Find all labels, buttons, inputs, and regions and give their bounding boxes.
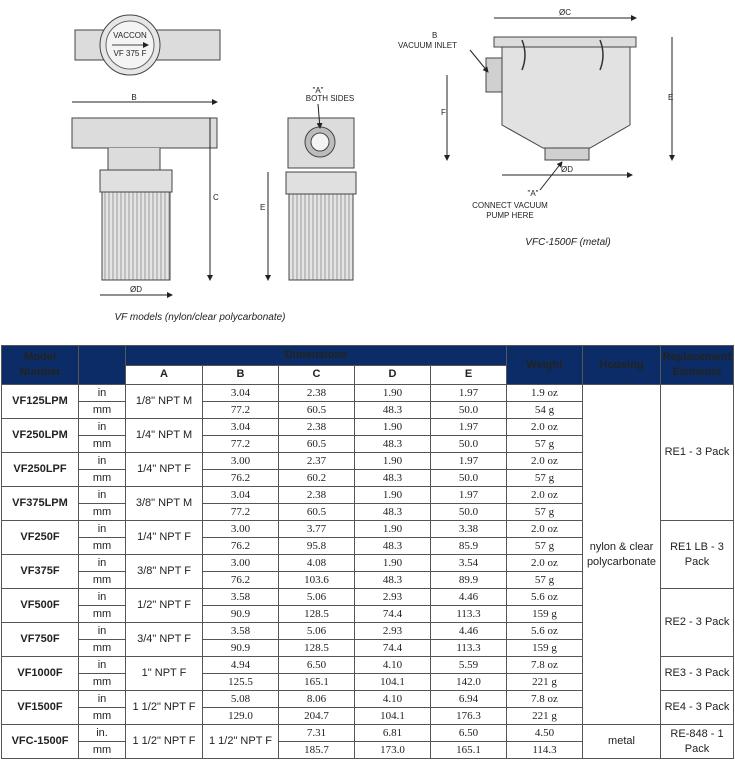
dim-a: 1/8" NPT M (126, 385, 203, 419)
unit-in: in (79, 555, 126, 572)
vfc-value-mm: 185.7 (279, 742, 355, 759)
weight-mm: 57 g (507, 572, 583, 589)
lid-model: VF 375 F (113, 49, 147, 58)
connect-pump-2: PUMP HERE (486, 211, 534, 220)
model-number: VF750F (2, 623, 79, 657)
dim-e-mm: 113.3 (431, 640, 507, 657)
weight-in: 2.0 oz (507, 521, 583, 538)
dim-e-mm: 50.0 (431, 504, 507, 521)
model-number: VFC-1500F (2, 725, 79, 759)
dim-b-mm: 77.2 (203, 436, 279, 453)
dim-d-in: 1.90 (355, 453, 431, 470)
dim-d-in: 4.10 (355, 691, 431, 708)
weight-in: 7.8 oz (507, 691, 583, 708)
dim-d-in: 1.90 (355, 555, 431, 572)
unit-mm: mm (79, 538, 126, 555)
header-housing: Housing (583, 346, 661, 385)
dim-c-in: 2.38 (279, 385, 355, 402)
dim-c-in: 2.38 (279, 487, 355, 504)
vfc-dim-d: ØD (561, 165, 573, 174)
vfc-value-mm: 173.0 (355, 742, 431, 759)
dim-c-in: 2.37 (279, 453, 355, 470)
dim-e-in: 1.97 (431, 385, 507, 402)
dim-c-in: 5.06 (279, 589, 355, 606)
model-number: VF500F (2, 589, 79, 623)
dim-c-mm: 128.5 (279, 640, 355, 657)
header-a: A (126, 365, 203, 385)
dim-b-mm: 76.2 (203, 470, 279, 487)
header-e: E (431, 365, 507, 385)
dim-b-mm: 129.0 (203, 708, 279, 725)
dim-c-mm: 60.5 (279, 504, 355, 521)
unit-in: in (79, 521, 126, 538)
dim-e-mm: 50.0 (431, 402, 507, 419)
weight-mm: 57 g (507, 470, 583, 487)
lid-brand: VACCON (113, 31, 147, 40)
dim-a: 3/8" NPT M (126, 487, 203, 521)
weight-mm: 57 g (507, 504, 583, 521)
dim-c-mm: 60.5 (279, 436, 355, 453)
dim-e-in: 5.59 (431, 657, 507, 674)
header-b: B (203, 365, 279, 385)
dim-d-in: 1.90 (355, 521, 431, 538)
dim-b-in: 3.04 (203, 487, 279, 504)
weight-mm: 159 g (507, 606, 583, 623)
dim-b-mm: 125.5 (203, 674, 279, 691)
dim-d-in: 4.10 (355, 657, 431, 674)
dim-e-in: 3.54 (431, 555, 507, 572)
dim-d-mm: 48.3 (355, 436, 431, 453)
dim-b-in: 3.04 (203, 419, 279, 436)
model-number: VF375F (2, 555, 79, 589)
dim-a: 1" NPT F (126, 657, 203, 691)
weight-in: 1.9 oz (507, 385, 583, 402)
dim-c-mm: 204.7 (279, 708, 355, 725)
model-number: VF250F (2, 521, 79, 555)
dim-d-mm: 104.1 (355, 674, 431, 691)
housing-nylon: nylon & clear polycarbonate (583, 385, 661, 725)
dim-e-label: E (260, 203, 266, 212)
unit-mm: mm (79, 708, 126, 725)
header-d: D (355, 365, 431, 385)
vfc-dim-c: ØC (559, 8, 571, 17)
weight-mm: 159 g (507, 640, 583, 657)
dim-a: 1/4" NPT M (126, 419, 203, 453)
dim-c-in: 8.06 (279, 691, 355, 708)
weight-mm: 54 g (507, 402, 583, 419)
vfc-value-in: 6.50 (431, 725, 507, 742)
weight-mm: 57 g (507, 538, 583, 555)
vfc-value-mm: 165.1 (431, 742, 507, 759)
vfc-caption: VFC-1500F (metal) (525, 237, 611, 248)
vf-top-view (75, 15, 220, 75)
dim-e-mm: 142.0 (431, 674, 507, 691)
dim-c-mm: 165.1 (279, 674, 355, 691)
dim-e-in: 6.94 (431, 691, 507, 708)
weight-in: 2.0 oz (507, 555, 583, 572)
both-sides-label: BOTH SIDES (305, 94, 355, 103)
connect-pump-1: CONNECT VACUUM (472, 201, 548, 210)
weight-in: 2.0 oz (507, 487, 583, 504)
weight-mm: 221 g (507, 674, 583, 691)
header-c: C (279, 365, 355, 385)
unit-mm: mm (79, 436, 126, 453)
dim-a: 3/8" NPT F (126, 555, 203, 589)
dim-b-mm: 76.2 (203, 572, 279, 589)
weight-in: 5.6 oz (507, 623, 583, 640)
model-number: VF375LPM (2, 487, 79, 521)
unit-mm: mm (79, 674, 126, 691)
vf-front-view (72, 93, 286, 323)
unit-in: in (79, 623, 126, 640)
dim-d-in: 1.90 (355, 385, 431, 402)
vfc-value-in: 6.81 (355, 725, 431, 742)
dim-b-in: 3.00 (203, 453, 279, 470)
dim-c-in: 2.38 (279, 419, 355, 436)
vfc-dim-e: E (668, 93, 674, 102)
dim-a-label: "A" (312, 86, 324, 95)
replacement-element: RE2 - 3 Pack (661, 589, 734, 657)
unit-in: in (79, 385, 126, 402)
dim-b-in: 4.94 (203, 657, 279, 674)
dim-d-mm: 104.1 (355, 708, 431, 725)
dim-b-in: 3.58 (203, 589, 279, 606)
unit-mm: mm (79, 606, 126, 623)
dim-e-mm: 176.3 (431, 708, 507, 725)
dim-c-mm: 128.5 (279, 606, 355, 623)
vfc-view (398, 8, 673, 248)
vfc-value-in: 7.31 (279, 725, 355, 742)
unit-mm: mm (79, 640, 126, 657)
unit-in: in. (79, 725, 126, 742)
model-number: VF1000F (2, 657, 79, 691)
dim-b-label: B (131, 93, 137, 102)
model-number: VF250LPF (2, 453, 79, 487)
vfc-value-in: 4.50 (507, 725, 583, 742)
dim-c-mm: 60.2 (279, 470, 355, 487)
dim-b-in: 3.00 (203, 521, 279, 538)
dim-b-in: 3.58 (203, 623, 279, 640)
dim-c-label: C (213, 193, 219, 202)
dim-e-mm: 113.3 (431, 606, 507, 623)
dim-c-mm: 103.6 (279, 572, 355, 589)
dim-d-mm: 48.3 (355, 402, 431, 419)
dim-d-mm: 48.3 (355, 504, 431, 521)
dim-a: 1 1/2" NPT F (126, 725, 203, 759)
vacuum-inlet-label: VACUUM INLET (398, 41, 457, 50)
dim-e-mm: 50.0 (431, 436, 507, 453)
dim-d-mm: 48.3 (355, 538, 431, 555)
dim-a: 1/4" NPT F (126, 521, 203, 555)
dim-d-mm: 74.4 (355, 640, 431, 657)
dim-e-mm: 85.9 (431, 538, 507, 555)
dim-d-mm: 48.3 (355, 572, 431, 589)
dim-d-in: 2.93 (355, 589, 431, 606)
header-replacement: Replacement Elements (661, 346, 734, 385)
unit-in: in (79, 453, 126, 470)
unit-mm: mm (79, 572, 126, 589)
dim-b-in: 5.08 (203, 691, 279, 708)
dim-b-mm: 90.9 (203, 640, 279, 657)
dim-e-mm: 50.0 (431, 470, 507, 487)
dim-c-mm: 60.5 (279, 402, 355, 419)
dim-e-in: 4.46 (431, 589, 507, 606)
dim-e-in: 1.97 (431, 487, 507, 504)
unit-mm: mm (79, 470, 126, 487)
model-number: VF250LPM (2, 419, 79, 453)
table-row (2, 385, 734, 402)
unit-in: in (79, 657, 126, 674)
replacement-element: RE1 LB - 3 Pack (661, 521, 734, 589)
weight-in: 5.6 oz (507, 589, 583, 606)
dim-c-in: 3.77 (279, 521, 355, 538)
dim-c-in: 5.06 (279, 623, 355, 640)
dim-d-mm: 48.3 (355, 470, 431, 487)
dim-d-label: ØD (130, 285, 142, 294)
weight-mm: 57 g (507, 436, 583, 453)
table-row (2, 725, 734, 742)
dim-d-in: 2.93 (355, 623, 431, 640)
unit-in: in (79, 589, 126, 606)
unit-mm: mm (79, 402, 126, 419)
unit-in: in (79, 419, 126, 436)
dim-e-in: 3.38 (431, 521, 507, 538)
model-number: VF1500F (2, 691, 79, 725)
vfc-value-mm: 114.3 (507, 742, 583, 759)
vf-caption: VF models (nylon/clear polycarbonate) (114, 312, 286, 323)
replacement-element: RE1 - 3 Pack (661, 385, 734, 521)
dim-e-in: 1.97 (431, 419, 507, 436)
header-dimensions: Dimensions (126, 346, 507, 366)
dim-c-in: 6.50 (279, 657, 355, 674)
dim-e-in: 4.46 (431, 623, 507, 640)
dim-b-mm: 76.2 (203, 538, 279, 555)
dim-c-in: 4.08 (279, 555, 355, 572)
dim-e-mm: 89.9 (431, 572, 507, 589)
dim-b-mm: 90.9 (203, 606, 279, 623)
spec-table (1, 345, 734, 759)
replacement-element: RE3 - 3 Pack (661, 657, 734, 691)
dim-b-mm: 77.2 (203, 504, 279, 521)
replacement-element: RE-848 - 1 Pack (661, 725, 734, 759)
dim-b-in: 3.04 (203, 385, 279, 402)
model-number: VF125LPM (2, 385, 79, 419)
weight-in: 7.8 oz (507, 657, 583, 674)
unit-in: in (79, 691, 126, 708)
dim-a: 1 1/2" NPT F (126, 691, 203, 725)
replacement-element: RE4 - 3 Pack (661, 691, 734, 725)
vfc-dim-a: "A" (527, 189, 539, 198)
dim-c-mm: 95.8 (279, 538, 355, 555)
dim-d-mm: 74.4 (355, 606, 431, 623)
weight-in: 2.0 oz (507, 453, 583, 470)
header-weight: Weight (507, 346, 583, 385)
dim-b-mm: 77.2 (203, 402, 279, 419)
weight-in: 2.0 oz (507, 419, 583, 436)
dim-a: 1/2" NPT F (126, 589, 203, 623)
header-unit (79, 346, 126, 385)
dim-e-in: 1.97 (431, 453, 507, 470)
dim-b: 1 1/2" NPT F (203, 725, 279, 759)
vfc-dim-f: F (441, 108, 446, 117)
vfc-dim-b: B (432, 31, 438, 40)
dim-d-in: 1.90 (355, 419, 431, 436)
dim-a: 1/4" NPT F (126, 453, 203, 487)
technical-drawings (0, 0, 735, 340)
header-model: Model Number (2, 346, 79, 385)
unit-in: in (79, 487, 126, 504)
unit-mm: mm (79, 742, 126, 759)
dim-a: 3/4" NPT F (126, 623, 203, 657)
weight-mm: 221 g (507, 708, 583, 725)
housing-metal: metal (583, 725, 661, 759)
unit-mm: mm (79, 504, 126, 521)
dim-d-in: 1.90 (355, 487, 431, 504)
vf-side-view (260, 86, 356, 280)
dim-b-in: 3.00 (203, 555, 279, 572)
